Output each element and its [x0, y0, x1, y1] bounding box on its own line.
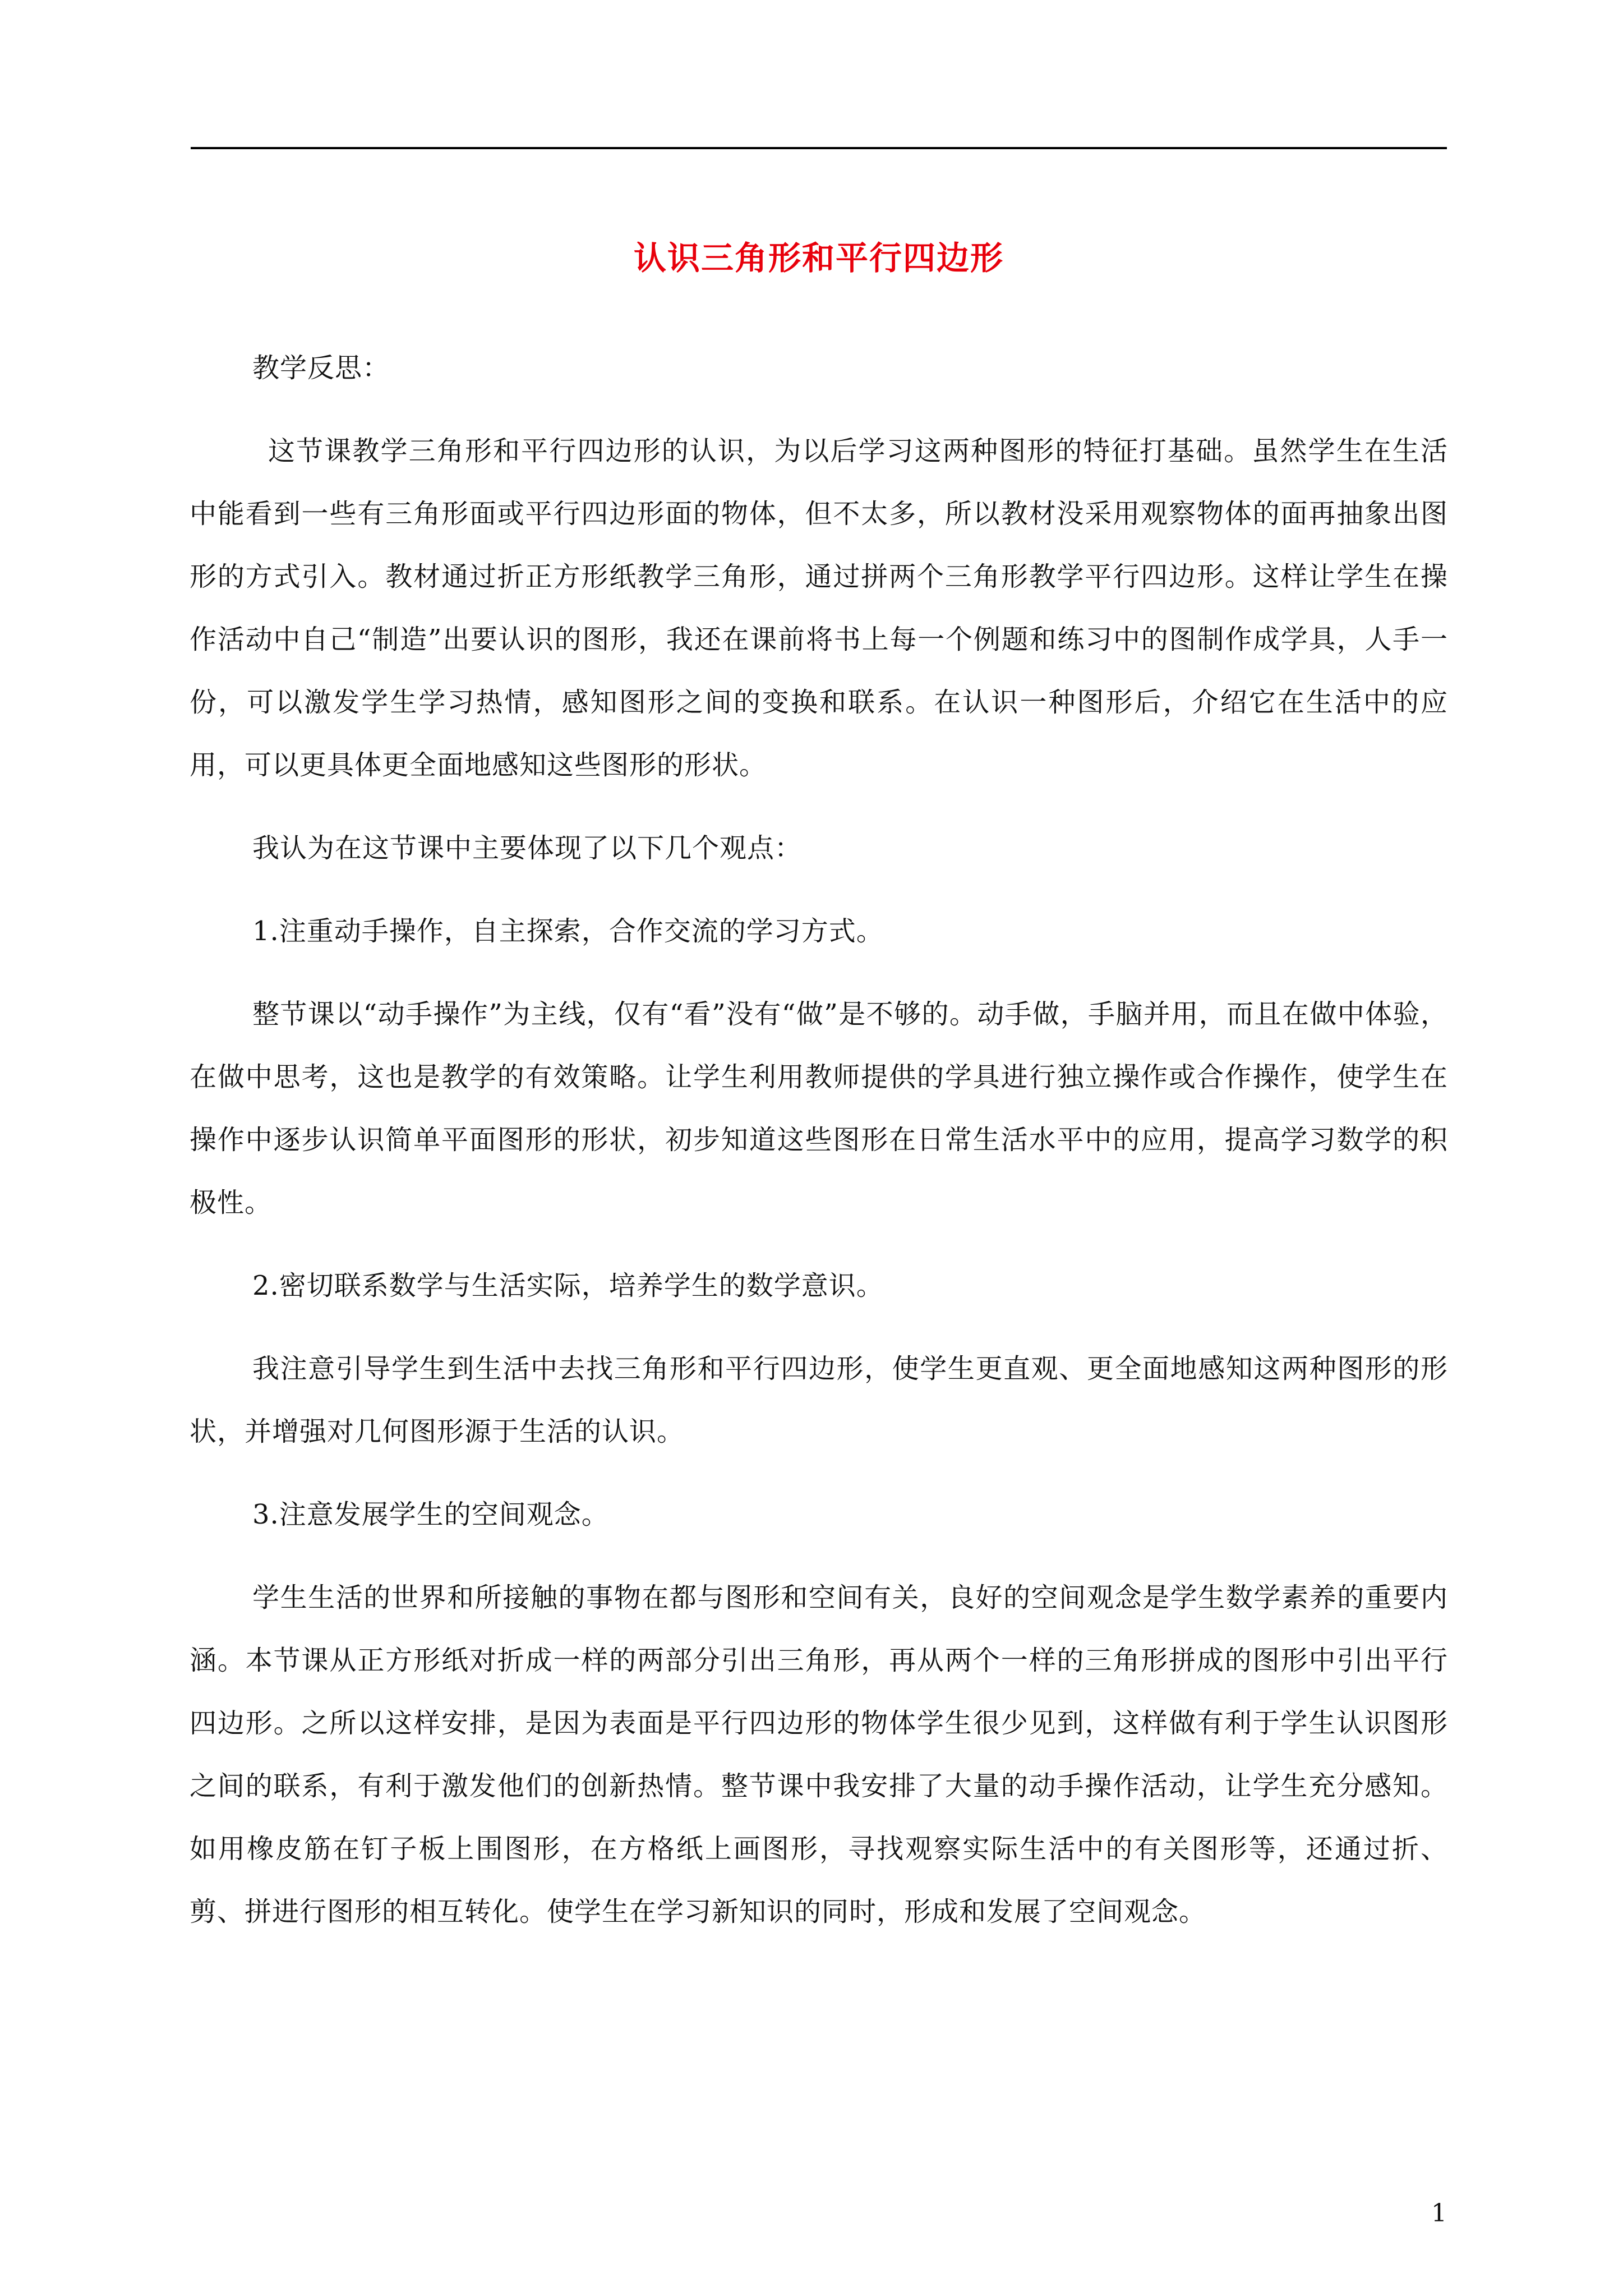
section-label: 教学反思：	[252, 352, 390, 384]
header-rule	[191, 147, 1447, 149]
point-1-heading: 1.注重动手操作，自主探索，合作交流的学习方式。	[252, 915, 884, 947]
point-3-body: 学生生活的世界和所接触的事物在都与图形和空间有关，良好的空间观念是学生数学素养的重要内涵。本节课从正方形纸对折成一样的两部分引出三角形，再从两个一样的三角形拼成的图形中引出平行四边形。之所以这样安排，是因为表面是平行四边形的物体学生很少见到，这样做有利于学生认识图形之间的联系，有利于激发他们的创新热情。整节课中我安排了大量的动手操作活动，让学生充分感知。如用橡皮筋在钉子板上围图形，在方格纸上画图形，寻找观察实际生活中的有关图形等，还通过折、剪、拼进行图形的相互转化。使学生在学习新知识的同时，形成和发展了空间观念。	[190, 1582, 1448, 1927]
document-body	[190, 337, 1448, 1963]
point-1-body: 整节课以“动手操作”为主线，仅有“看”没有“做”是不够的。动手做，手脑并用，而且在做中体验，在做中思考，这也是教学的有效策略。让学生利用教师提供的学具进行独立操作或合作操作，使学生在操作中逐步认识简单平面图形的形状，初步知道这些图形在日常生活水平中的应用，提高学习数学的积极性。	[190, 999, 1448, 1218]
paragraph-viewpoints-intro: 我认为在这节课中主要体现了以下几个观点：	[252, 832, 803, 864]
point-2-heading: 2.密切联系数学与生活实际，培养学生的数学意识。	[252, 1270, 884, 1301]
page-number: 1	[1431, 2199, 1447, 2228]
paragraph-intro: 这节课教学三角形和平行四边形的认识，为以后学习这两种图形的特征打基础。虽然学生在生活中能看到一些有三角形面或平行四边形面的物体，但不太多，所以教材没采用观察物体的面再抽象出图形的方式引入。教材通过折正方形纸教学三角形，通过拼两个三角形教学平行四边形。这样让学生在操作活动中自己“制造”出要认识的图形，我还在课前将书上每一个例题和练习中的图制作成学具，人手一份，可以激发学生学习热情，感知图形之间的变换和联系。在认识一种图形后，介绍它在生活中的应用，可以更具体更全面地感知这些图形的形状。	[190, 435, 1448, 781]
point-2-body: 我注意引导学生到生活中去找三角形和平行四边形，使学生更直观、更全面地感知这两种图形的形状，并增强对几何图形源于生活的认识。	[190, 1353, 1448, 1447]
document-title: 认识三角形和平行四边形	[633, 239, 1004, 277]
point-3-heading: 3.注意发展学生的空间观念。	[252, 1499, 609, 1530]
